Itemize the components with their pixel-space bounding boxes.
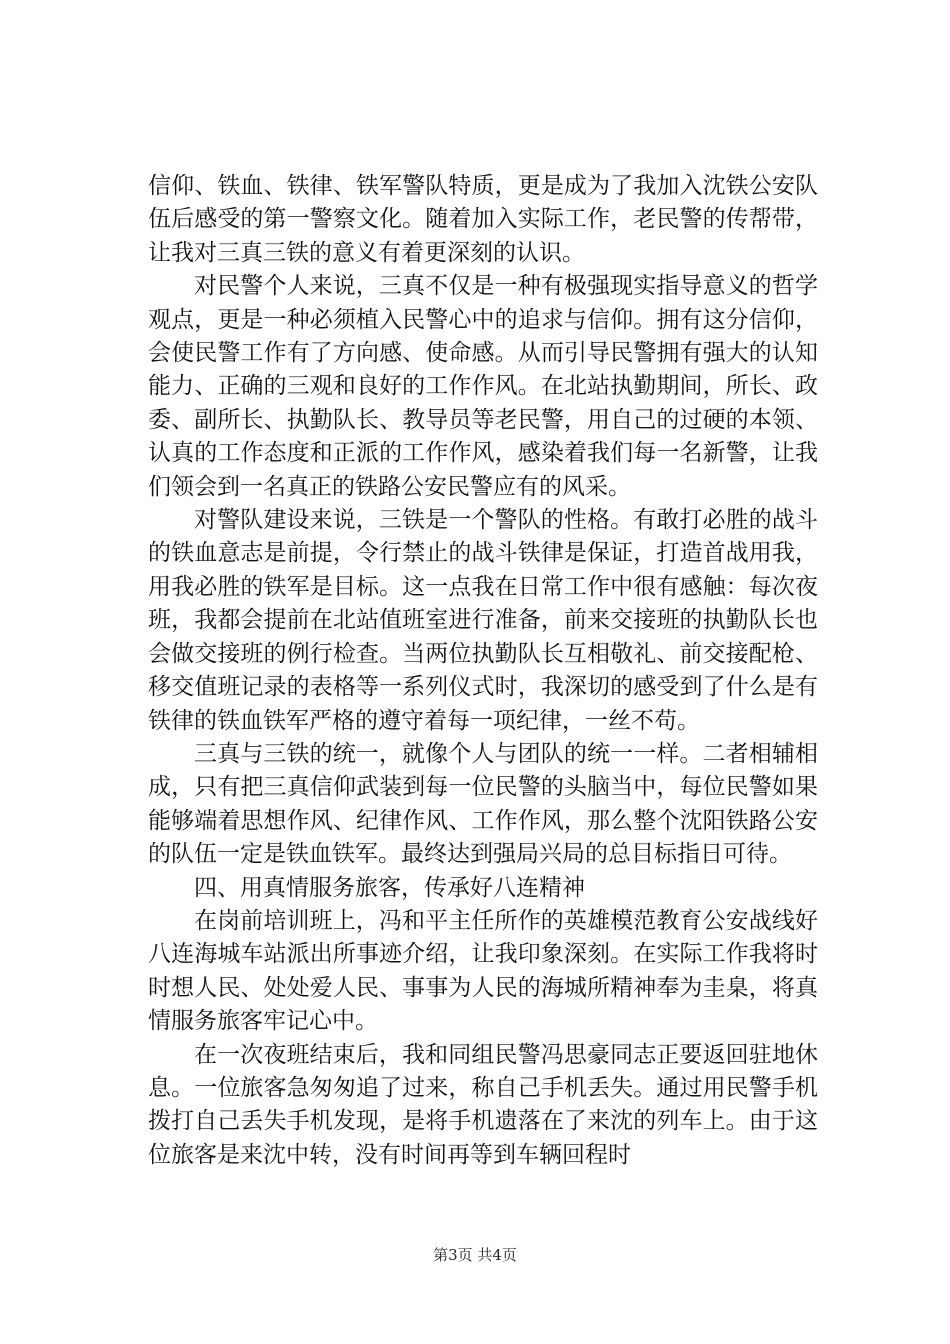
- document-body: [148, 170, 818, 1172]
- paragraph-1: 信仰、铁血、铁律、铁军警队特质，更是成为了我加入沈铁公安队伍后感受的第一警察文化。随着加入实际工作，老民警的传帮带，让我对三真三铁的意义有着更深刻的认识。: [148, 173, 818, 266]
- paragraph-3: 对警队建设来说，三铁是一个警队的性格。有敢打必胜的战斗的铁血意志是前提，令行禁止的战斗铁律是保证，打造首战用我，用我必胜的铁军是目标。这一点我在日常工作中很有感触：每次夜班，我都会提前在北站值班室进行准备，前来交接班的执勤队长也会做交接班的例行检查。当两位执勤队长互相敬礼、前交接配枪、移交值班记录的表格等一系列仪式时，我深切的感受到了什么是有铁律的铁血铁军严格的遵守着每一项纪律，一丝不苟。: [148, 507, 818, 734]
- paragraph-5: 在岗前培训班上，冯和平主任所作的英雄模范教育公安战线好八连海城车站派出所事迹介绍，让我印象深刻。在实际工作我将时时想人民、处处爱人民、事事为人民的海城所精神奉为圭臬，将真情服务旅客牢记心中。: [148, 907, 818, 1035]
- section-heading-4: 四、用真情服务旅客，传承好八连精神: [194, 874, 585, 901]
- page-number-footer: 第3页 共4页: [433, 1246, 517, 1264]
- paragraph-6: 在一次夜班结束后，我和同组民警冯思豪同志正要返回驻地休息。一位旅客急匆匆追了过来，称自己手机丢失。通过用民警手机拨打自己丢失手机发现，是将手机遗落在了来沈的列车上。由于这位旅客是来沈中转，没有时间再等到车辆回程时: [148, 1041, 818, 1168]
- paragraph-4: 三真与三铁的统一，就像个人与团队的统一一样。二者相辅相成，只有把三真信仰武装到每一位民警的头脑当中，每位民警如果能够端着思想作风、纪律作风、工作作风，那么整个沈阳铁路公安的队伍一定是铁血铁军。最终达到强局兴局的总目标指日可待。: [148, 740, 818, 868]
- paragraph-2: 对民警个人来说，三真不仅是一种有极强现实指导意义的哲学观点，更是一种必须植入民警心中的追求与信仰。拥有这分信仰，会使民警工作有了方向感、使命感。从而引导民警拥有强大的认知能力、正确的三观和良好的工作作风。在北站执勤期间，所长、政委、副所长、执勤队长、教导员等老民警，用自己的过硬的本领、认真的工作态度和正派的工作作风，感染着我们每一名新警，让我们领会到一名真正的铁路公安民警应有的风采。: [148, 273, 818, 500]
